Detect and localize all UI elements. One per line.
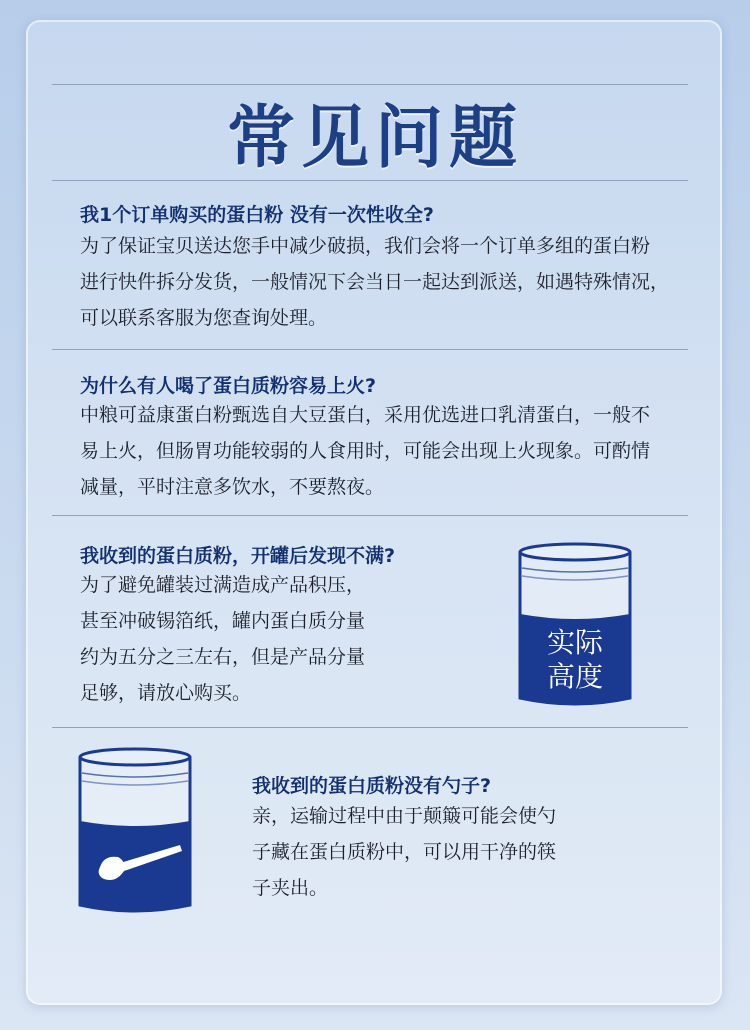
page-title: 常见问题 [226,99,523,178]
faq-question-4: 我收到的蛋白质粉没有勺子? [252,775,492,797]
divider-1 [52,180,688,181]
faq-answer-4-line-3: 子夹出。 [252,877,329,899]
faq-answer-2-line-1: 中粮可益康蛋白粉甄选自大豆蛋白，采用优选进口乳清蛋白，一般不 [80,404,651,426]
faq-answer-3-line-1: 为了避免罐装过满造成产品积压， [80,574,366,596]
faq-answer-1-line-2: 进行快件拆分发货，一般情况下会当日一起达到派送，如遇特殊情况， [80,271,670,293]
faq-answer-4-line-1: 亲，运输过程中由于颠簸可能会使勺 [252,805,557,827]
faq-answer-3-line-2: 甚至冲破锡箔纸，罐内蛋白质分量 [80,610,366,632]
faq-answer-3 [80,567,365,711]
faq-question-2: 为什么有人喝了蛋白质粉容易上火? [80,375,377,397]
faq-answer-2-line-3: 减量，平时注意多饮水，不要熬夜。 [80,476,385,498]
can-label [516,626,634,694]
container-with-scoop-svg [76,745,194,917]
faq-answer-1-line-3: 可以联系客服为您查询处理。 [80,307,328,329]
container-with-scoop-icon [76,745,194,917]
divider-2 [52,349,688,350]
faq-answer-2 [80,397,650,505]
faq-answer-1-line-1: 为了保证宝贝送达您手中减少破损，我们会将一个订单多组的蛋白粉 [80,235,651,257]
container-fill-level-icon [516,540,634,710]
divider-4 [52,727,688,728]
faq-answer-1 [80,228,669,336]
faq-question-3: 我收到的蛋白质粉，开罐后发现不满? [80,545,396,567]
faq-question-1: 我1个订单购买的蛋白粉 没有一次性收全? [80,204,434,226]
divider-3 [52,515,688,516]
faq-answer-4 [252,798,556,906]
can-label-line-1: 实际 [546,626,603,659]
faq-answer-2-line-2: 易上火，但肠胃功能较弱的人食用时，可能会出现上火现象。可酌情 [80,440,651,462]
faq-answer-4-line-2: 子藏在蛋白质粉中，可以用干净的筷 [252,841,557,863]
can-label-line-2: 高度 [546,660,603,693]
faq-answer-3-line-3: 约为五分之三左右，但是产品分量 [80,646,366,668]
faq-answer-3-line-4: 足够，请放心购买。 [80,682,252,704]
